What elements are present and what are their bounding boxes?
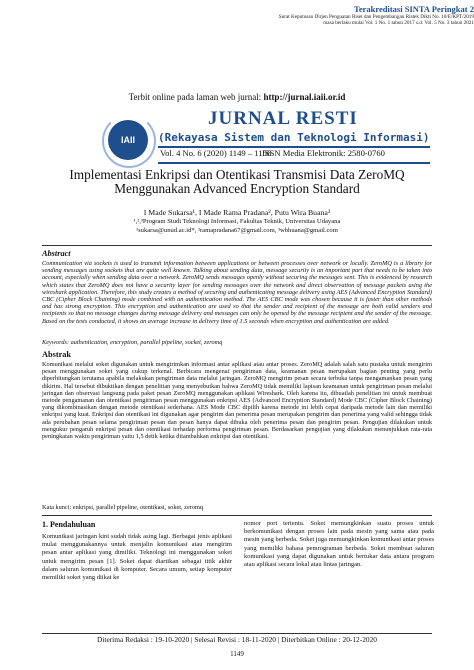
header-divider-bottom: [158, 162, 430, 164]
paper-title: [0, 168, 474, 196]
abstract-text: Communication via sockets is used to transmit information between applications or between processes over network or locally. ZeroMQ is a library for sending messages using sockets that are quite well known. Talking about sending data, message security is an important part that needs to be taken into account, especially when sending data over a network. ZeroMQ sends messages openly without securing the messages sent. This is evidenced by research which states that ZeroMQ does not have a security layer for sending messages over the network and direct observation of message packets using the wireshark application. Therefore, this study creates a method of securing and authenticating message delivery using AES (Advanced Encryption Standard) CBC (Cipher Block Chaining) mode combined with an authentication method. The AES CBC mode was chosen because it is faster than other methods and has strong encryption. This encryption and authentication are used so that the sender and recipient of the message are both valid senders and recipients so that no message changes during message delivery and messages can only be opened by the message recipient and the sender of the message. Based on the tests conducted, it shows an average increase in delivery time of 1.5 seconds when encryption and authentication are added.: [42, 260, 432, 325]
paper-title-line2: Menggunakan Advanced Encryption Standard: [114, 181, 360, 196]
journal-url-link[interactable]: http://jurnal.iaii.or.id: [263, 92, 346, 102]
accreditation-validity: masa berlaku mulai Vol. 1 No. 1 tahun 2017 s.d. Vol. 5 No. 3 tahun 2021: [323, 20, 474, 27]
abstract-heading: Abstract: [42, 249, 71, 258]
abstract-keywords: Keywords: authentication, encryption, parallel pipeline, socket, zeromq: [42, 339, 223, 346]
section-heading-introduction: 1. Pendahuluan: [42, 520, 96, 529]
paper-emails: ¹sukarsa@unud.ac.id*, ²ramapradana67@gmail.com, ³wbhuana@gmail.com: [136, 227, 338, 234]
journal-volume: Vol. 4 No. 6 (2020) 1149 – 1156: [160, 148, 272, 158]
journal-issn: ISSN Media Elektronik: 2580-0760: [262, 148, 385, 158]
journal-title: JURNAL RESTI: [208, 108, 358, 129]
abstract-rule-top: [42, 245, 432, 246]
paper-affiliation: ¹,²,³Program Studi Teknologi Informasi, Fakultas Teknik, Universitas Udayana: [133, 218, 341, 225]
footer-dates: Diterima Redaksi : 19-10-2020 | Selesai Revisi : 18-11-2020 | Diterbitkan Online : 20-12-2020: [97, 635, 377, 644]
online-notice: [0, 92, 474, 102]
abstrak-text: Komunikasi melalui soket digunakan untuk mengirimkan informasi antar aplikasi atau antar proses. ZeroMQ adalah salah satu pustaka untuk mengirim pesan menggunakan soket yang cukup terkenal. Berbicara mengenai pengiriman data, keamanan pesan merupakan bagian penting yang perlu diperhitungkan terutama apabila melakukan pengiriman data melalui jaringan. ZeroMQ mengirim pesan secara terbuka tanpa mengamankan pesan yang dikirim. Hal tersebut dibuktikan dengan penelitian yang menyebutkan bahwa ZeroMQ tidak memiliki lapisan keamanan untuk pengiriman pesan melalui jaringan dan observasi langsung pada paket pesan ZeroMQ menggunakan aplikasi Wireshark. Oleh karena itu, dibuatlah penelitian ini untuk membuat metode pengamanan dan otentikasi pengiriman pesan menggunakan enkripsi AES (Advanced Encryption Standard) Mode CBC (Cipher Block Chaining) yang dikombinasikan dengan metode otentikasi sederhana. AES Mode CBC dipilih karena metode ini lebih cepat daripada metode lain dan memiliki enkripsi yang kuat. Enkripsi dan otentikasi ini digunakan agar pengirim dan penerima pesan merupakan pengirim dan penerima yang valid sehingga tidak ada perubahan pesan selama pengiriman pesan dan pesan hanya dapat dibuka oleh penerima pesan dan pengirim pesan. Pengujian dilakukan untuk mengukur pengaruh enkripsi pesan dan otentikasi terhadap performa pengiriman pesan. Berdasarkan pengujian yang dilakukan menunjukkan rata-rata peningkatan waktu pengiriman yaitu 1,5 detik ketika ditambahkan enkripsi dan otentikasi.: [42, 361, 432, 441]
journal-subtitle: (Rekayasa Sistem dan Teknologi Informasi): [158, 131, 430, 144]
accreditation-decree: Surat Keputusan Dirjen Penguatan Riset dan Pengembangan Ristek Dikti No. 10/E/KPT/2019: [278, 14, 474, 20]
accreditation-title: Terakreditasi SINTA Peringkat 2: [353, 4, 474, 14]
abstrak-rule-bottom: [42, 515, 432, 516]
body-left-column: Komunikasi jaringan kini sudah tidak asing lagi. Berbagai jenis aplikasi mulai menggunakannya untuk menjalin komunikasi atau mengirim pesan antar aplikasi yang dimiliki. Teknologi ini menggunakan soket untuk mengirim pesan [1]. Soket dapat diartikan sebagai titik akhir dalam saluran komunikasi di komputer. Secara umum, setiap komputer memiliki soket yang diikat ke: [42, 533, 232, 582]
page-number: 1149: [230, 650, 244, 658]
paper-title-line1: Implementasi Enkripsi dan Otentikasi Transmisi Data ZeroMQ: [69, 167, 405, 182]
paper-authors: I Made Sukarsa¹, I Made Rama Pradana², Putu Wira Buana³: [143, 208, 331, 217]
abstrak-keywords: Kata kunci: enkripsi, parallel pipeline, otentikasi, soket, zeromq: [42, 504, 204, 511]
body-right-column: nomor port tertentu. Soket memungkinkan suatu proses untuk berkomunikasi dengan proses lain pada mesin yang sama atau pada mesin yang berbeda. Soket juga memungkinkan komunikasi antar proses yang memiliki bahasa pemrograman berbeda. Soket membuat saluran komunikasi yang dapat digunakan untuk bertukar data antara program atau aplikasi secara lokal atau lintas jaringan.: [244, 520, 434, 569]
online-prefix: Terbit online pada laman web jurnal:: [128, 92, 264, 102]
footer-rule: [42, 633, 432, 634]
abstrak-heading: Abstrak: [42, 350, 72, 359]
logo-text: IAII: [120, 135, 135, 145]
journal-logo: [108, 120, 148, 160]
